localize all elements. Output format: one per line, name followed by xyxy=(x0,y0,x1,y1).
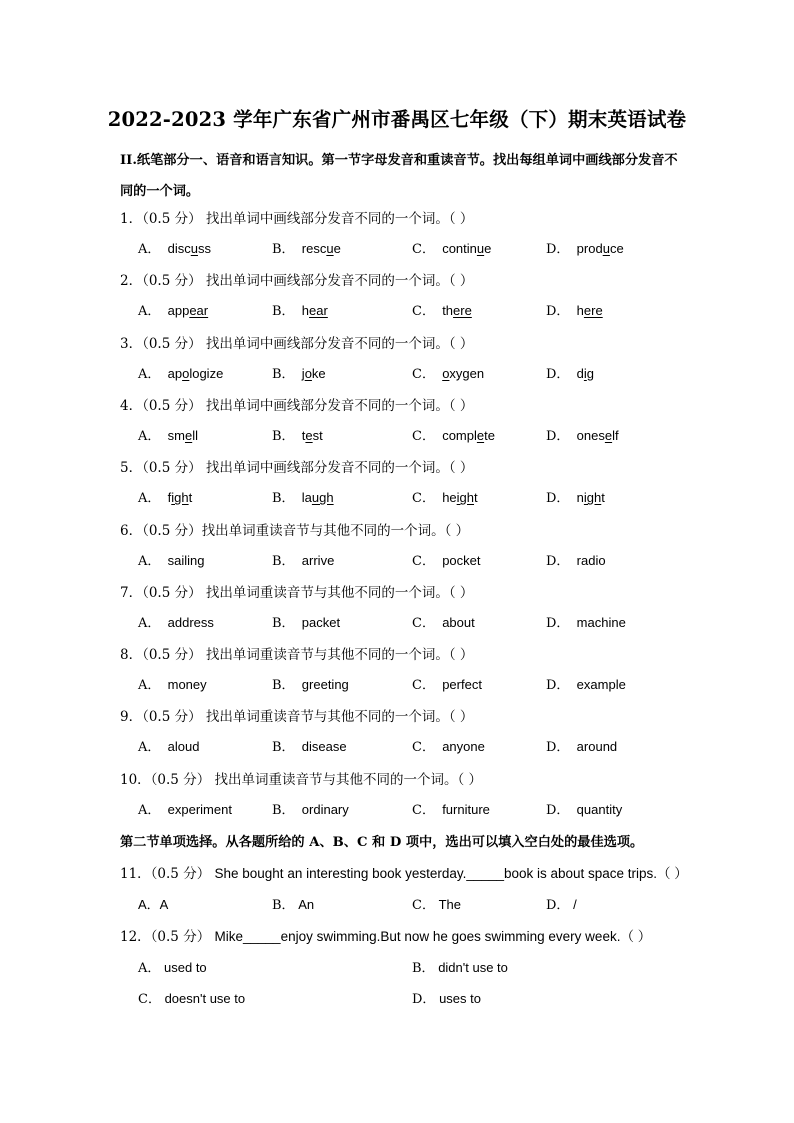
underlined-part: igh xyxy=(583,490,602,506)
q7-option-d[interactable] xyxy=(546,612,626,631)
option-letter: A． xyxy=(138,428,161,444)
underlined-part: e xyxy=(305,427,313,443)
option-letter: C． xyxy=(412,428,435,444)
word-prefix: contin xyxy=(442,241,477,256)
option-letter: D． xyxy=(546,740,570,756)
underlined-part: e xyxy=(604,427,613,443)
q1-option-c[interactable] xyxy=(412,238,491,257)
word-prefix: arrive xyxy=(301,552,335,568)
word-prefix: app xyxy=(167,303,190,319)
word-prefix: money xyxy=(167,677,207,693)
option-letter: B． xyxy=(272,898,295,913)
word-prefix: ones xyxy=(576,427,605,443)
underlined-part: o xyxy=(304,365,312,381)
q6-option-c[interactable] xyxy=(412,550,481,569)
word-prefix: aloud xyxy=(167,739,200,755)
option-letter: C． xyxy=(412,802,435,818)
underlined-part: ear xyxy=(189,303,209,319)
option-letter: B． xyxy=(272,366,295,382)
word-prefix: compl xyxy=(442,427,477,443)
blank-line: _____ xyxy=(243,929,281,944)
option-letter: A． xyxy=(138,491,161,507)
underlined-part: e xyxy=(184,427,193,443)
option-letter: A． xyxy=(138,802,161,818)
q4-option-a[interactable] xyxy=(138,425,198,444)
option-text: / xyxy=(573,897,577,912)
option-letter: C． xyxy=(412,615,435,631)
q7-option-b[interactable] xyxy=(272,612,340,631)
underlined-part: ere xyxy=(583,303,603,319)
option-text: uses to xyxy=(439,991,481,1006)
q12-option-c[interactable] xyxy=(138,988,245,1007)
q8-option-c[interactable] xyxy=(412,674,482,693)
q1-option-a[interactable] xyxy=(138,238,211,257)
option-letter: B． xyxy=(272,428,295,444)
option-letter: B． xyxy=(272,740,295,756)
word-suffix: ce xyxy=(609,241,624,256)
word-suffix: e xyxy=(484,241,492,256)
underlined-part: ugh xyxy=(311,490,334,506)
q11-option-c[interactable] xyxy=(412,894,461,913)
underlined-part: igh xyxy=(456,490,475,506)
underlined-part: u xyxy=(602,241,610,256)
word-prefix: pocket xyxy=(442,552,481,568)
question-12-stem xyxy=(120,925,651,945)
option-letter: D． xyxy=(412,992,436,1007)
word-prefix: j xyxy=(301,365,305,381)
word-prefix: ap xyxy=(167,365,183,381)
option-letter: D． xyxy=(546,553,570,569)
underlined-part: i xyxy=(583,365,587,381)
q9-option-d[interactable] xyxy=(546,736,617,755)
question-1-stem: 1．（0.5 分） 找出单词中画线部分发音不同的一个词。（ ） xyxy=(120,211,474,227)
blank-line: _____ xyxy=(466,866,504,881)
underlined-part: u xyxy=(326,241,334,256)
q12-option-b[interactable] xyxy=(412,957,508,976)
option-letter: B． xyxy=(272,553,295,569)
question-12-number: 12．（0.5 分） xyxy=(120,929,211,945)
word-prefix: radio xyxy=(576,552,606,568)
word-suffix: e xyxy=(333,241,341,256)
q8-option-d[interactable] xyxy=(546,674,626,693)
q5-option-c[interactable] xyxy=(412,487,478,506)
option-text: used to xyxy=(164,960,207,975)
q11-option-b[interactable] xyxy=(272,894,314,913)
option-text: An xyxy=(298,897,315,912)
option-letter: B． xyxy=(272,678,295,694)
option-text: doesn't use to xyxy=(164,991,246,1006)
question-7-stem: 7．（0.5 分） 找出单词重读音节与其他不同的一个词。（ ） xyxy=(120,584,474,601)
underlined-part: o xyxy=(182,365,190,381)
q12-option-d[interactable] xyxy=(412,988,481,1007)
option-letter: A． xyxy=(138,961,161,976)
word-suffix: ke xyxy=(311,365,326,381)
option-letter: B． xyxy=(272,242,295,257)
word-prefix: perfect xyxy=(442,677,482,693)
q2-option-d[interactable] xyxy=(546,300,603,319)
word-prefix: experiment xyxy=(167,801,232,817)
word-suffix: logize xyxy=(189,365,224,381)
option-letter: C． xyxy=(412,366,435,382)
q9-option-a[interactable] xyxy=(138,736,199,755)
underlined-part: u xyxy=(190,241,198,256)
word-suffix: te xyxy=(484,427,495,443)
word-prefix: example xyxy=(576,677,626,693)
option-letter: D． xyxy=(546,242,570,257)
option-letter: B． xyxy=(272,615,295,631)
q2-option-a[interactable] xyxy=(138,300,208,319)
q1-option-b[interactable] xyxy=(272,238,341,257)
q12-option-a[interactable] xyxy=(138,957,207,976)
q7-option-a[interactable] xyxy=(138,612,214,631)
word-prefix: la xyxy=(301,490,312,506)
word-prefix: sailing xyxy=(167,552,205,568)
word-prefix: resc xyxy=(301,241,327,256)
q9-option-b[interactable] xyxy=(272,736,347,755)
word-suffix: ll xyxy=(192,427,198,443)
question-10-stem: 10．（0.5 分） 找出单词重读音节与其他不同的一个词。（ ） xyxy=(120,771,483,788)
question-8-stem: 8．（0.5 分） 找出单词重读音节与其他不同的一个词。（ ） xyxy=(120,647,474,664)
word-suffix: t xyxy=(474,490,478,506)
option-letter: B． xyxy=(272,304,295,320)
option-letter: D． xyxy=(546,304,570,320)
word-prefix: disease xyxy=(301,739,347,755)
q4-option-b[interactable] xyxy=(272,425,323,444)
option-letter: A． xyxy=(138,553,161,569)
option-letter: A． xyxy=(138,678,161,694)
question-9-stem: 9．（0.5 分） 找出单词重读音节与其他不同的一个词。（ ） xyxy=(120,709,474,726)
option-letter: A． xyxy=(138,242,161,257)
q2-option-b[interactable] xyxy=(272,300,328,319)
word-prefix: packet xyxy=(301,614,341,630)
q1-option-d[interactable] xyxy=(546,238,624,257)
q4-option-c[interactable] xyxy=(412,425,495,444)
option-letter: C． xyxy=(412,304,435,320)
option-letter: A． xyxy=(138,740,161,756)
word-prefix: machine xyxy=(576,614,626,630)
option-letter: C． xyxy=(412,553,435,569)
word-suffix: t xyxy=(188,490,193,506)
word-prefix: around xyxy=(576,739,618,755)
word-prefix: disc xyxy=(167,241,191,256)
q4-option-d[interactable] xyxy=(546,425,619,444)
q5-option-a[interactable] xyxy=(138,487,192,506)
word-prefix: quantity xyxy=(576,801,623,817)
question-11-number: 11．（0.5 分） xyxy=(120,866,211,882)
question-11-stem xyxy=(120,862,688,882)
option-letter: C． xyxy=(138,992,161,1007)
word-suffix: lf xyxy=(612,427,619,443)
q5-option-d[interactable] xyxy=(546,487,605,506)
word-prefix: he xyxy=(442,490,457,506)
q10-option-a[interactable] xyxy=(138,799,232,818)
word-prefix: anyone xyxy=(442,739,485,755)
q7-option-c[interactable] xyxy=(412,612,475,631)
word-prefix: greeting xyxy=(301,677,349,693)
option-letter: D． xyxy=(546,898,570,913)
word-prefix: h xyxy=(576,303,584,319)
option-letter: D． xyxy=(546,615,570,631)
question-5-stem: 5．（0.5 分） 找出单词中画线部分发音不同的一个词。（ ） xyxy=(120,460,474,477)
option-letter: D． xyxy=(546,678,570,694)
word-prefix: furniture xyxy=(442,801,490,817)
word-suffix: st xyxy=(312,427,323,443)
option-letter: D． xyxy=(546,802,570,818)
question-11-text-part1: She bought an interesting book yesterday. xyxy=(214,866,467,881)
option-letter: D． xyxy=(546,491,570,507)
option-letter: C． xyxy=(412,740,435,756)
word-prefix: n xyxy=(576,490,584,506)
underlined-part: ere xyxy=(453,303,472,319)
word-prefix: ordinary xyxy=(301,801,349,817)
q6-option-d[interactable] xyxy=(546,550,606,569)
option-letter: A． xyxy=(138,615,161,631)
q2-option-c[interactable] xyxy=(412,300,472,319)
question-3-stem: 3．（0.5 分） 找出单词中画线部分发音不同的一个词。（ ） xyxy=(120,335,474,352)
underlined-part: e xyxy=(476,427,485,443)
word-suffix: xygen xyxy=(449,365,485,381)
question-4-stem: 4．（0.5 分） 找出单词中画线部分发音不同的一个词。（ ） xyxy=(120,397,474,414)
underlined-part: u xyxy=(476,241,485,256)
underlined-part: ear xyxy=(309,303,328,319)
question-11-text-part2: book is about space trips.（ ） xyxy=(503,866,688,881)
option-letter: B． xyxy=(412,961,435,976)
q6-option-b[interactable] xyxy=(272,550,334,569)
option-letter: C． xyxy=(412,491,435,507)
q8-option-a[interactable] xyxy=(138,674,207,693)
question-12-text-part2: enjoy swimming.But now he goes swimming every week.（ ） xyxy=(280,929,652,944)
option-letter: A． xyxy=(138,366,161,382)
q10-option-c[interactable] xyxy=(412,799,490,818)
word-prefix: f xyxy=(167,490,172,506)
word-prefix: prod xyxy=(576,241,603,256)
question-12-text-part1: Mike xyxy=(214,929,244,944)
section-one-instructions: II.纸笔部分一、语音和语言知识。第一节字母发音和重读音节。找出每组单词中画线部分发音不同的一个词。 xyxy=(120,153,678,199)
option-letter: D． xyxy=(546,428,570,444)
word-suffix: ss xyxy=(197,241,211,256)
exam-title: 2022-2023 学年广东省广州市番禺区七年级（下）期末英语试卷 xyxy=(107,108,687,131)
word-suffix: g xyxy=(586,365,595,381)
q6-option-a[interactable] xyxy=(138,550,204,569)
word-prefix: address xyxy=(167,614,214,630)
option-letter: B． xyxy=(272,491,295,507)
q11-option-a[interactable]: A．A xyxy=(138,897,169,912)
option-letter: C． xyxy=(412,242,435,257)
option-text: The xyxy=(438,897,461,912)
option-letter: B． xyxy=(272,802,295,818)
option-letter: A． xyxy=(138,304,161,320)
q8-option-b[interactable] xyxy=(272,674,349,693)
q10-option-d[interactable] xyxy=(546,799,622,818)
section-two-instructions: 第二节单项选择。从各题所给的 A、B、C 和 D 项中，选出可以填入空白处的最佳选项。 xyxy=(120,835,644,850)
word-prefix: sm xyxy=(167,427,185,443)
q3-option-c[interactable] xyxy=(412,363,484,382)
option-letter: D． xyxy=(546,366,570,382)
q3-option-d[interactable] xyxy=(546,363,594,382)
word-suffix: t xyxy=(601,490,605,506)
question-6-stem: 6．（0.5 分）找出单词重读音节与其他不同的一个词。（ ） xyxy=(120,522,470,539)
q5-option-b[interactable] xyxy=(272,487,334,506)
word-prefix: t xyxy=(301,427,306,443)
option-text: didn't use to xyxy=(438,960,508,975)
q3-option-a[interactable] xyxy=(138,363,223,382)
q11-option-d[interactable] xyxy=(546,894,577,913)
question-2-stem: 2．（0.5 分） 找出单词中画线部分发音不同的一个词。（ ） xyxy=(120,273,474,290)
q3-option-b[interactable] xyxy=(272,363,326,382)
option-letter: C． xyxy=(412,678,435,694)
underlined-part: igh xyxy=(171,490,189,506)
word-prefix: d xyxy=(576,365,584,381)
option-letter: C． xyxy=(412,898,435,913)
underlined-part: o xyxy=(442,365,450,381)
q10-option-b[interactable] xyxy=(272,799,349,818)
word-prefix: th xyxy=(442,303,454,319)
word-prefix: about xyxy=(442,614,475,630)
word-prefix: h xyxy=(301,303,310,319)
q9-option-c[interactable] xyxy=(412,736,485,755)
